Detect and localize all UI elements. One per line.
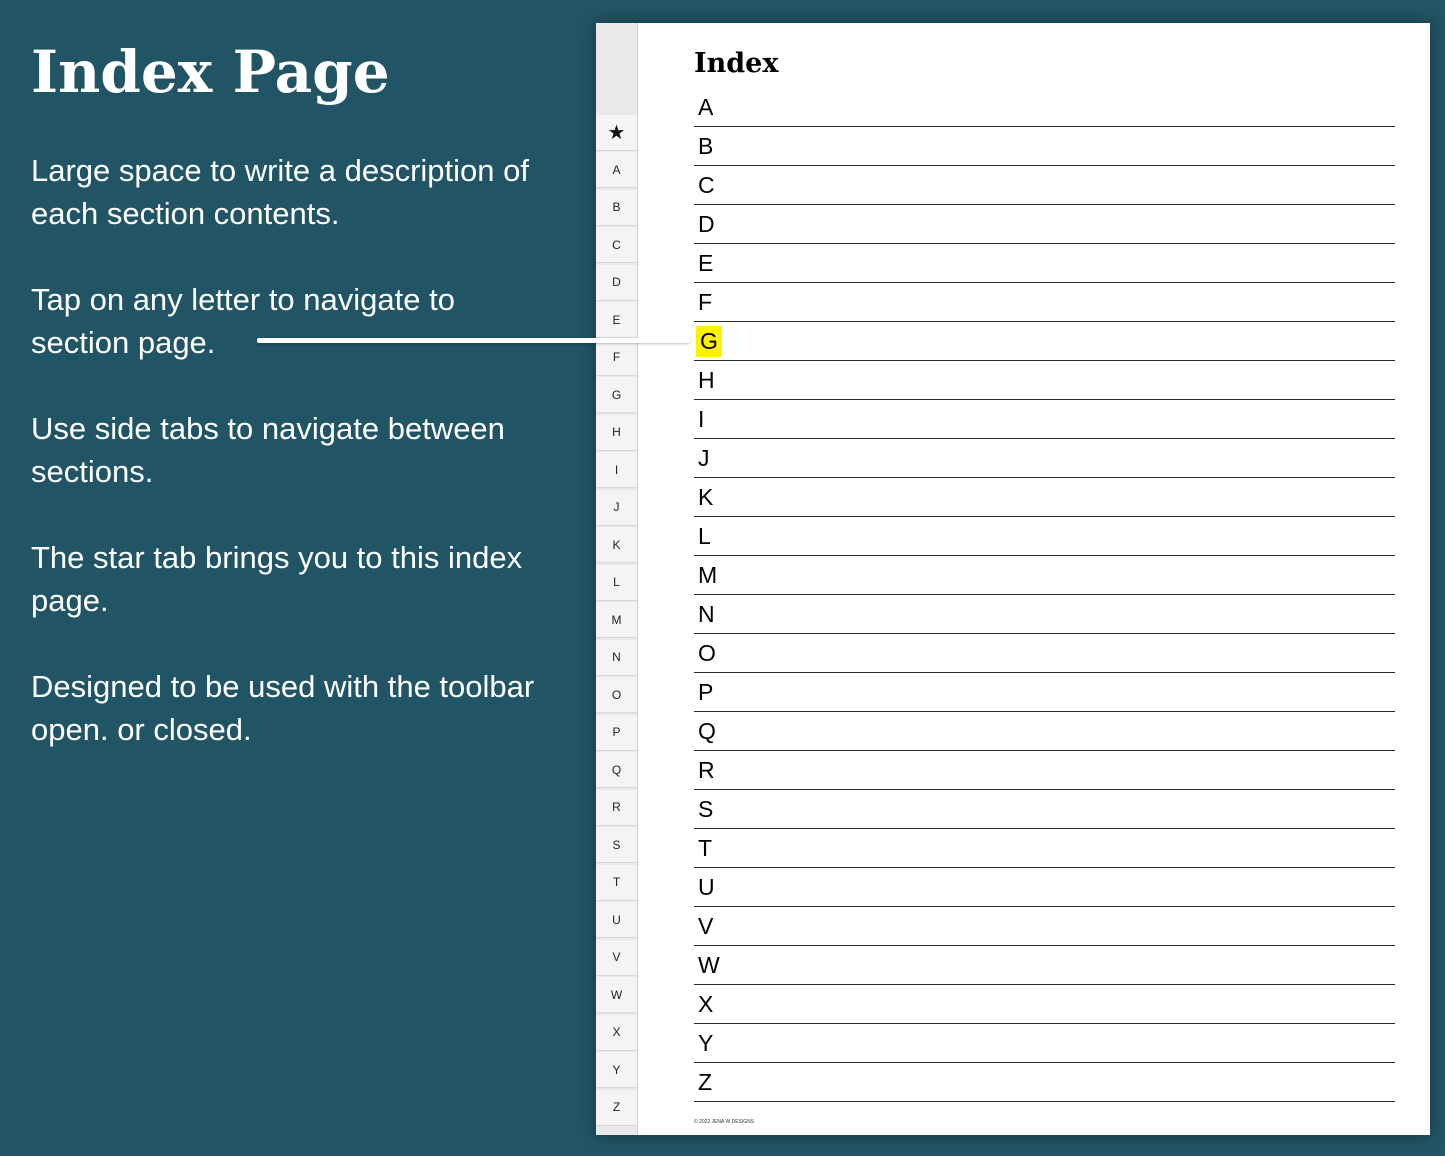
index-row-e[interactable] [694, 244, 1395, 283]
index-row-u[interactable] [694, 868, 1395, 907]
pointer-line [257, 338, 690, 343]
promo-description-3: Use side tabs to navigate between sections. [31, 411, 505, 489]
index-letter-r[interactable]: R [698, 757, 715, 783]
index-letter-t[interactable]: T [698, 835, 713, 861]
side-tab-q[interactable]: Q [596, 752, 637, 788]
index-row-l[interactable] [694, 517, 1395, 556]
promo-description-2: Tap on any letter to navigate to section page. [31, 282, 455, 360]
promo-description-4: The star tab brings you to this index page. [31, 540, 523, 618]
side-tab-s[interactable]: S [596, 827, 637, 863]
promo-description-5: Designed to be used with the toolbar open. or closed. [31, 669, 535, 747]
index-letter-l[interactable]: L [698, 523, 711, 549]
index-row-q[interactable] [694, 712, 1395, 751]
index-letter-v[interactable]: V [698, 913, 714, 939]
index-letter-j[interactable]: J [698, 445, 710, 471]
index-row-k[interactable] [694, 478, 1395, 517]
side-tab-y[interactable]: Y [596, 1052, 637, 1088]
index-letter-w[interactable]: W [698, 952, 720, 978]
index-letter-o[interactable]: O [698, 640, 716, 666]
index-row-f[interactable] [694, 283, 1395, 322]
index-letter-c[interactable]: C [698, 172, 715, 198]
index-letter-b[interactable]: B [698, 133, 714, 159]
sheet-heading: Index [694, 48, 779, 79]
index-row-d[interactable] [694, 205, 1395, 244]
index-row-b[interactable] [694, 127, 1395, 166]
star-tab-icon[interactable]: ★ [596, 115, 637, 151]
side-tab-v[interactable]: V [596, 940, 637, 976]
index-row-c[interactable] [694, 166, 1395, 205]
index-letter-m[interactable]: M [698, 562, 718, 588]
index-letter-n[interactable]: N [698, 601, 715, 627]
index-letter-e[interactable]: E [698, 250, 714, 276]
index-letter-u[interactable]: U [698, 874, 715, 900]
side-tab-o[interactable]: O [596, 677, 637, 713]
index-row-o[interactable] [694, 634, 1395, 673]
index-row-g[interactable] [694, 322, 1395, 361]
side-tab-h[interactable]: H [596, 415, 637, 451]
index-row-h[interactable] [694, 361, 1395, 400]
side-tab-u[interactable]: U [596, 902, 637, 938]
index-row-t[interactable] [694, 829, 1395, 868]
side-tab-e[interactable]: E [596, 302, 637, 338]
index-row-m[interactable] [694, 556, 1395, 595]
side-tab-m[interactable]: M [596, 602, 637, 638]
side-tab-k[interactable]: K [596, 527, 637, 563]
side-tab-strip [596, 23, 638, 1135]
side-tab-r[interactable]: R [596, 790, 637, 826]
side-tab-l[interactable]: L [596, 565, 637, 601]
promo-description-1: Large space to write a description of each section contents. [31, 153, 529, 231]
index-letter-d[interactable]: D [698, 211, 715, 237]
index-letter-y[interactable]: Y [698, 1030, 714, 1056]
side-tab-a[interactable]: A [596, 152, 637, 188]
side-tab-j[interactable]: J [596, 490, 637, 526]
index-row-a[interactable] [694, 88, 1395, 127]
index-letter-h[interactable]: H [698, 367, 715, 393]
side-tab-n[interactable]: N [596, 640, 637, 676]
side-tab-g[interactable]: G [596, 377, 637, 413]
side-tab-z[interactable]: Z [596, 1090, 637, 1126]
side-tab-b[interactable]: B [596, 190, 637, 226]
side-tab-p[interactable]: P [596, 715, 637, 751]
index-row-w[interactable] [694, 946, 1395, 985]
index-row-i[interactable] [694, 400, 1395, 439]
index-row-y[interactable] [694, 1024, 1395, 1063]
index-page-preview [596, 23, 1430, 1135]
index-row-j[interactable] [694, 439, 1395, 478]
index-letter-a[interactable]: A [698, 94, 714, 120]
index-letter-g[interactable]: G [696, 326, 722, 357]
index-row-x[interactable] [694, 985, 1395, 1024]
index-row-p[interactable] [694, 673, 1395, 712]
index-letter-q[interactable]: Q [698, 718, 716, 744]
side-tab-w[interactable]: W [596, 977, 637, 1013]
index-letter-k[interactable]: K [698, 484, 714, 510]
side-tab-x[interactable]: X [596, 1015, 637, 1051]
index-letter-x[interactable]: X [698, 991, 714, 1017]
index-row-s[interactable] [694, 790, 1395, 829]
index-letter-z[interactable]: Z [698, 1069, 713, 1095]
index-row-n[interactable] [694, 595, 1395, 634]
side-tab-t[interactable]: T [596, 865, 637, 901]
side-tab-c[interactable]: C [596, 227, 637, 263]
copyright-text: © 2022 JENA W DESIGNS [694, 1119, 755, 1125]
index-row-z[interactable] [694, 1063, 1395, 1102]
index-row-r[interactable] [694, 751, 1395, 790]
side-tab-i[interactable]: I [596, 452, 637, 488]
side-tab-d[interactable]: D [596, 265, 637, 301]
index-letter-i[interactable]: I [698, 406, 705, 432]
promo-title: Index Page [31, 38, 390, 106]
index-row-v[interactable] [694, 907, 1395, 946]
side-tab-f[interactable]: F [596, 340, 637, 376]
index-letter-s[interactable]: S [698, 796, 714, 822]
index-letter-p[interactable]: P [698, 679, 714, 705]
index-letter-f[interactable]: F [698, 289, 713, 315]
